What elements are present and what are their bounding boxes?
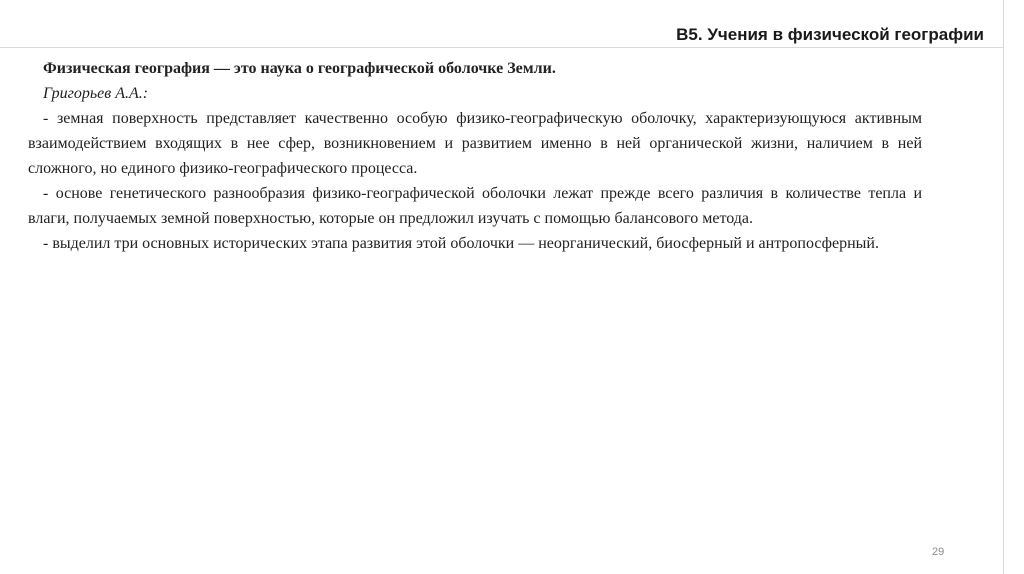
paragraph-3: - выделил три основных исторических этапа развития этой оболочки — неорганический, биосферный и антропосферный. [43,235,879,252]
definition-text: Физическая география — это наука о географической оболочке Земли. [43,60,556,77]
paragraph-1: - земная поверхность представляет качественно особую физико-географическую оболочку, характеризующуюся активным взаимодействием входящих в нее сфер, возникновением и развитием именно в ней органической жизни, наличием в ней сложного, но единого физико-географического процесса. [28,110,922,177]
slide-title: В5. Учения в физической географии [676,25,984,44]
page-number: 29 [932,546,945,558]
slide-content [28,56,922,256]
slide-border-line [1003,0,1004,574]
title-divider [0,47,1004,48]
author-name: Григорьев А.А.: [43,85,149,102]
paragraph-2: - основе генетического разнообразия физико-географической оболочки лежат прежде всего различия в количестве тепла и влаги, получаемых земной поверхностью, которые он предложил изучать с помощью балансового метода. [28,185,922,227]
